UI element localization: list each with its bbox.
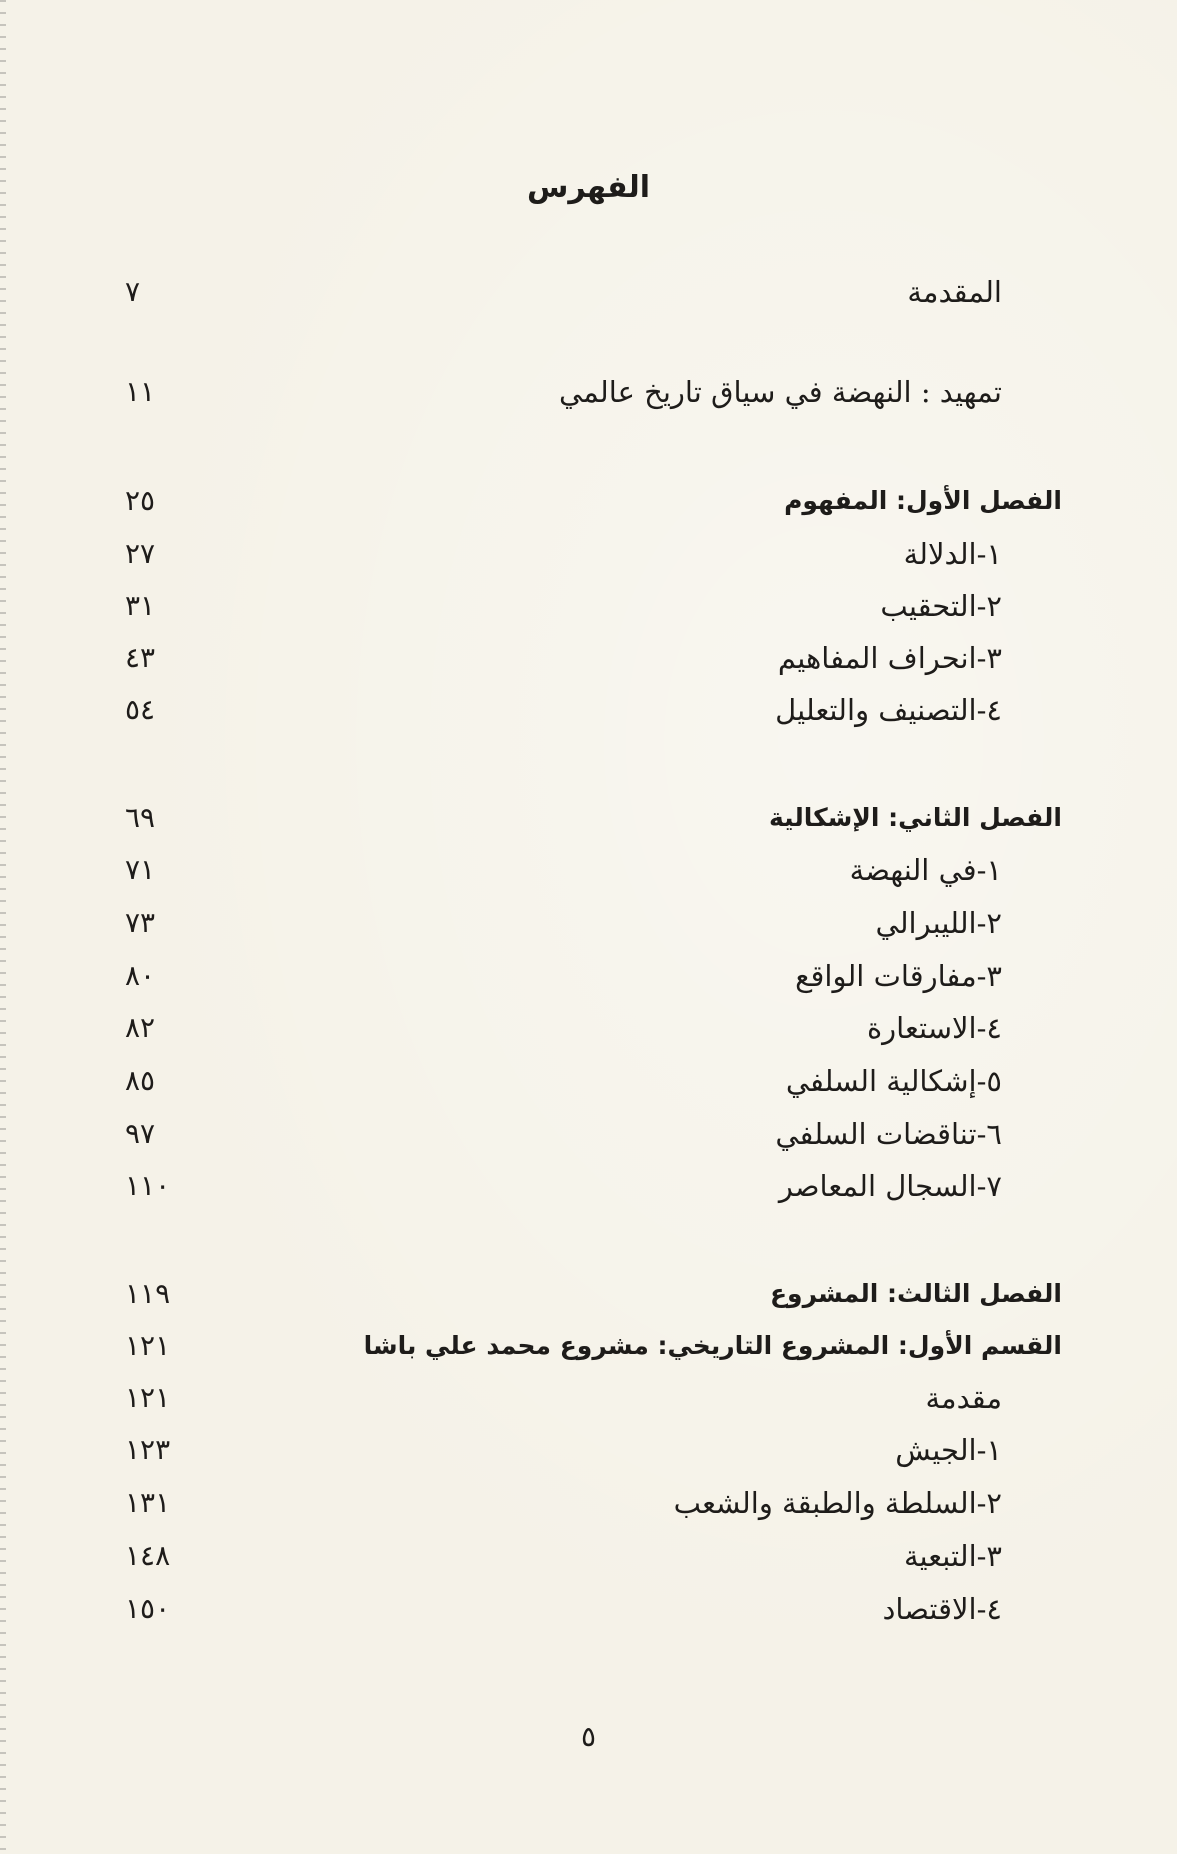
toc-entry-label: القسم الأول: المشروع التاريخي: مشروع محمد علي باشا [363,1331,1062,1360]
toc-entry-page: ٨٠ [125,959,156,992]
toc-entry-label: ٣-التبعية [903,1539,1002,1573]
toc-entry [125,582,1062,630]
toc-entry-label: ٢-السلطة والطبقة والشعب [673,1486,1002,1520]
toc-entry [125,530,1062,578]
toc-entry-page: ٥٤ [125,693,156,726]
toc-entry-page: ٨٢ [125,1011,156,1044]
toc-entry [125,1162,1062,1210]
toc-entry [125,846,1062,894]
toc-entry-page: ٩٧ [125,1117,156,1150]
toc-entry-page: ١٢١ [125,1381,171,1414]
toc-entry-label: ٧-السجال المعاصر [778,1169,1002,1203]
toc-entry-page: ١٢١ [125,1329,171,1362]
toc-entry-page: ١٣١ [125,1486,171,1519]
toc-entry-page: ١١ [125,375,156,408]
toc-entry [125,1110,1062,1158]
toc-entry [125,1374,1062,1422]
toc-entry-label: ٢-التحقيب [880,589,1002,623]
toc-entry-label: الفصل الثاني: الإشكالية [769,803,1062,832]
toc-entry-label: ١-الجيش [895,1433,1002,1467]
toc-entry-page: ٧١ [125,853,156,886]
toc-entry-page: ٢٧ [125,537,156,570]
toc-entry-label: ٤-الاستعارة [866,1011,1002,1045]
toc-entry-label: تمهيد : النهضة في سياق تاريخ عالمي [558,375,1002,409]
toc-entry-page: ٧ [125,275,141,308]
toc-entry [125,268,1062,316]
toc-section-heading [125,1322,1062,1370]
toc-entry-label: ١-الدلالة [903,537,1002,571]
toc-entry [125,1585,1062,1633]
page-title: الفهرس [526,170,650,205]
toc-entry-page: ١١٩ [125,1277,171,1310]
page-edge [0,0,6,1854]
toc-entry [125,634,1062,682]
toc-entry-page: ٢٥ [125,484,156,517]
toc-entry [125,952,1062,1000]
toc-entry-page: ١١٠ [125,1169,171,1202]
toc-entry [125,899,1062,947]
toc-entry-label: المقدمة [907,275,1002,309]
toc-entry-page: ١٥٠ [125,1592,171,1625]
toc-chapter-heading [125,1270,1062,1318]
toc-entry [125,1426,1062,1474]
toc-entry-page: ٣١ [125,589,156,622]
toc-entry-label: مقدمة [925,1381,1002,1415]
toc-entry [125,368,1062,416]
toc-entry [125,1057,1062,1105]
toc-entry-page: ٨٥ [125,1064,156,1097]
toc-entry-label: ٤-التصنيف والتعليل [775,693,1002,727]
toc-entry-label: الفصل الثالث: المشروع [769,1279,1062,1308]
toc-entry-label: ٣-مفارقات الواقع [795,959,1002,993]
toc-entry-label: ٥-إشكالية السلفي [785,1064,1002,1098]
toc-entry-page: ١٢٣ [125,1433,171,1466]
toc-entry-label: الفصل الأول: المفهوم [784,486,1062,515]
toc-entry-page: ١٤٨ [125,1539,171,1572]
toc-chapter-heading [125,477,1062,525]
toc-entry [125,1004,1062,1052]
toc-entry-label: ٢-الليبرالي [875,906,1002,940]
toc-entry-label: ١-في النهضة [849,853,1002,887]
toc-entry-label: ٤-الاقتصاد [882,1592,1002,1626]
toc-entry [125,686,1062,734]
toc-entry-page: ٤٣ [125,641,156,674]
toc-entry-label: ٦-تناقضات السلفي [775,1117,1002,1151]
toc-entry [125,1532,1062,1580]
toc-entry-label: ٣-انحراف المفاهيم [777,641,1002,675]
toc-entry-page: ٧٣ [125,906,156,939]
toc-chapter-heading [125,794,1062,842]
page-number: ٥ [580,1720,597,1753]
toc-entry [125,1479,1062,1527]
toc-entry-page: ٦٩ [125,801,156,834]
